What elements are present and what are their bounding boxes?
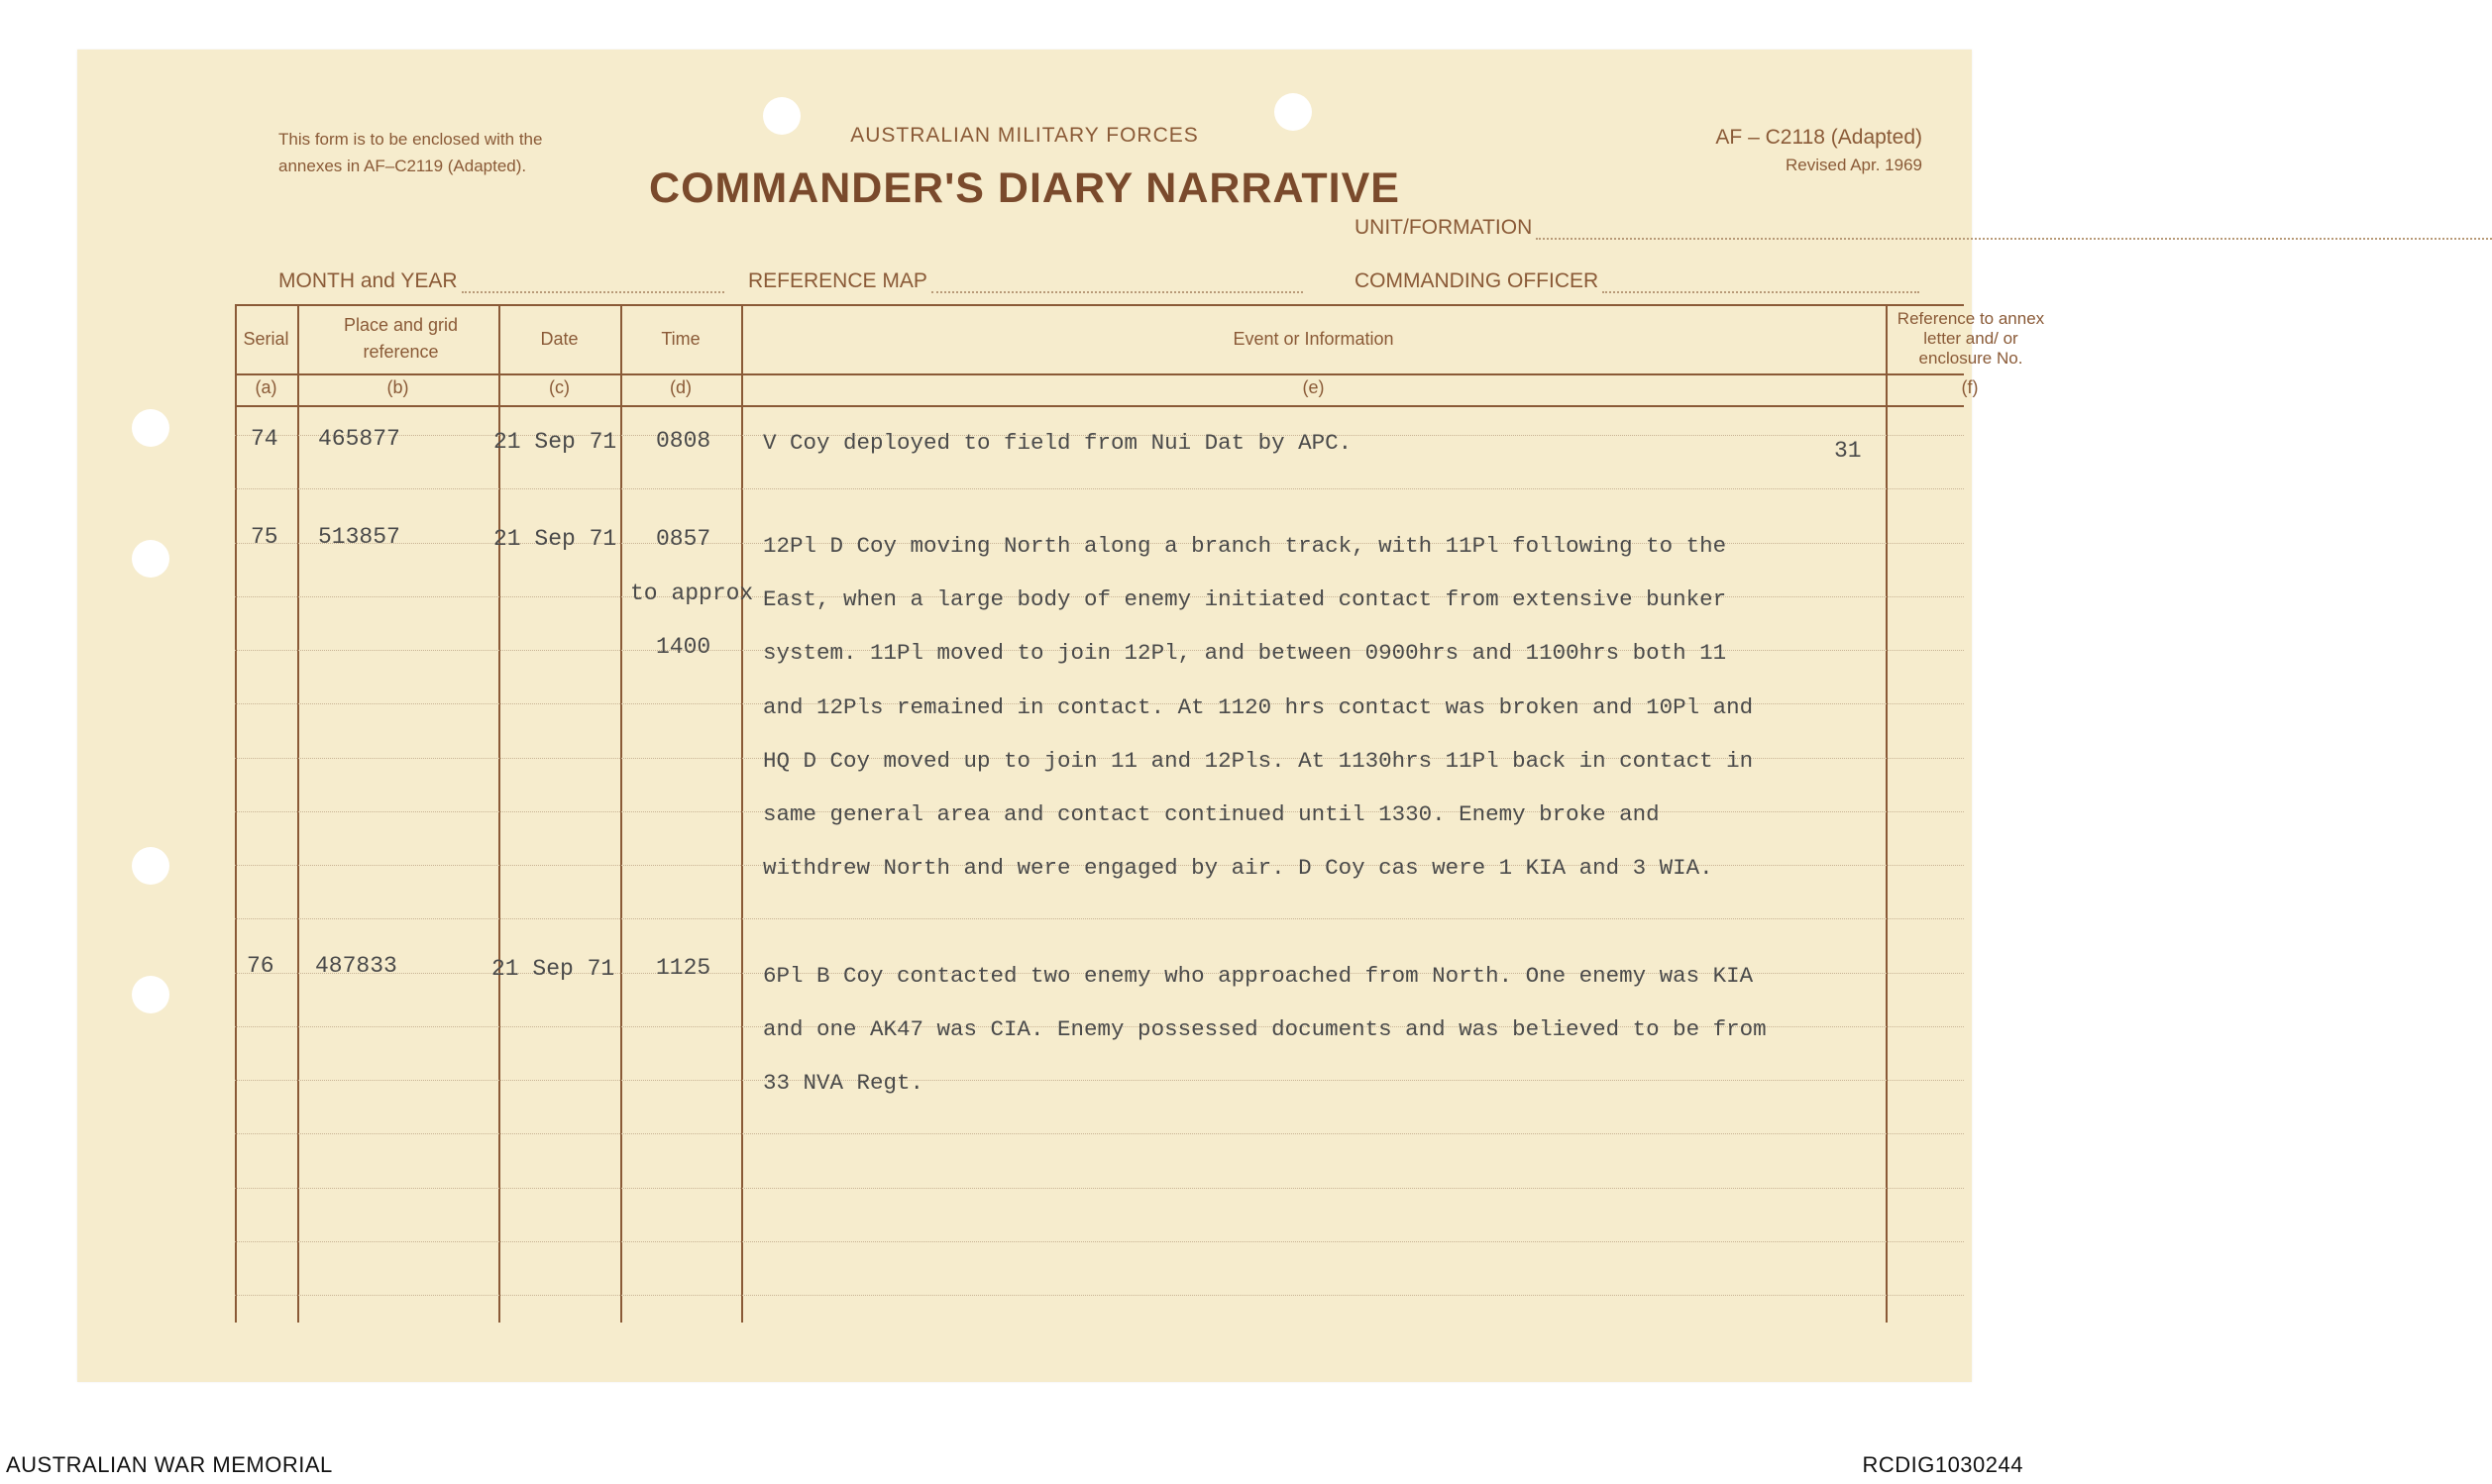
column-header-serial: Serial bbox=[243, 329, 289, 349]
entry-grid-reference: 465877 bbox=[318, 426, 400, 452]
row-rule bbox=[235, 1241, 1964, 1242]
column-header-reference: Reference to annex letter and/ or enclosure No. bbox=[1896, 309, 2045, 368]
event-line: HQ D Coy moved up to join 11 and 12Pls. At 1130hrs 11Pl back in contact in bbox=[763, 747, 1754, 774]
event-line: V Coy deployed to field from Nui Dat by APC. bbox=[763, 430, 1353, 456]
punch-hole bbox=[132, 540, 169, 578]
punch-hole bbox=[132, 847, 169, 885]
month-year-field bbox=[278, 269, 724, 293]
reference-map-label: REFERENCE MAP bbox=[748, 269, 927, 292]
unit-formation-label: UNIT/FORMATION bbox=[1354, 216, 1533, 239]
enclosure-note-line: This form is to be enclosed with the bbox=[278, 130, 543, 149]
unit-formation-line bbox=[1536, 218, 2492, 240]
column-letter: (f) bbox=[1961, 377, 1979, 397]
military-forces-heading: AUSTRALIAN MILITARY FORCES bbox=[850, 124, 1199, 147]
entry-time: 0808 bbox=[656, 428, 711, 454]
entry-serial: 74 bbox=[251, 426, 278, 452]
entry-grid-reference: 487833 bbox=[315, 953, 397, 979]
month-year-line bbox=[462, 271, 725, 293]
entry-date: 21 Sep 71 bbox=[493, 429, 617, 455]
entry-time: 0857 bbox=[656, 526, 711, 552]
event-line: same general area and contact continued until 1330. Enemy broke and bbox=[763, 801, 1660, 828]
revision-date: Revised Apr. 1969 bbox=[1786, 156, 1922, 174]
column-letter: (e) bbox=[1302, 377, 1325, 397]
entry-event-text bbox=[763, 949, 1803, 1111]
entry-serial: 75 bbox=[251, 524, 278, 550]
punch-hole bbox=[132, 976, 169, 1013]
reference-map-line bbox=[931, 271, 1303, 293]
column-line bbox=[741, 304, 743, 1323]
column-line bbox=[297, 304, 299, 1323]
reference-map-field bbox=[748, 269, 1303, 293]
column-header-date: Date bbox=[540, 329, 579, 349]
entry-event-text bbox=[763, 519, 1803, 895]
event-line: 33 NVA Regt. bbox=[763, 1070, 924, 1097]
archive-credit: AUSTRALIAN WAR MEMORIAL bbox=[6, 1452, 333, 1477]
entry-date: 21 Sep 71 bbox=[491, 956, 615, 982]
column-line bbox=[498, 304, 500, 1323]
column-letter: (d) bbox=[670, 377, 692, 397]
unit-formation-field bbox=[1354, 216, 2492, 240]
entry-time: 1400 bbox=[656, 634, 711, 660]
event-line: system. 11Pl moved to join 12Pl, and between 0900hrs and 1100hrs both 11 bbox=[763, 640, 1727, 667]
row-rule bbox=[235, 1188, 1964, 1189]
entry-annex-reference: 31 bbox=[1834, 438, 1862, 464]
month-year-label: MONTH and YEAR bbox=[278, 269, 458, 292]
row-rule bbox=[235, 1133, 1964, 1134]
column-header-time: Time bbox=[661, 329, 701, 349]
column-line bbox=[235, 304, 237, 1323]
subheader-divider bbox=[235, 405, 1964, 407]
form-number-block bbox=[1715, 124, 1922, 178]
punch-hole bbox=[132, 409, 169, 447]
column-letter: (b) bbox=[386, 377, 409, 397]
form-number: AF – C2118 (Adapted) bbox=[1715, 126, 1922, 149]
column-header-place: Place and grid reference bbox=[343, 315, 459, 362]
commanding-officer-field bbox=[1354, 269, 1919, 293]
entry-event-text bbox=[763, 416, 1803, 470]
event-line: withdrew North and were engaged by air. D Coy cas were 1 KIA and 3 WIA. bbox=[763, 855, 1713, 882]
entry-date: 21 Sep 71 bbox=[493, 526, 617, 552]
entry-serial: 76 bbox=[247, 953, 274, 979]
header-divider bbox=[235, 373, 1964, 375]
row-rule bbox=[235, 1295, 1964, 1296]
commanding-officer-label: COMMANDING OFFICER bbox=[1354, 269, 1599, 292]
column-header-event: Event or Information bbox=[1233, 329, 1394, 349]
event-line: 12Pl D Coy moving North along a branch track, with 11Pl following to the bbox=[763, 533, 1727, 559]
event-line: East, when a large body of enemy initiated contact from extensive bunker bbox=[763, 586, 1727, 613]
event-line: and one AK47 was CIA. Enemy possessed documents and was believed to be from bbox=[763, 1016, 1767, 1043]
column-letter: (a) bbox=[255, 377, 277, 397]
entry-time: 1125 bbox=[656, 955, 711, 981]
entry-grid-reference: 513857 bbox=[318, 524, 400, 550]
form-title: COMMANDER'S DIARY NARRATIVE bbox=[649, 164, 1400, 212]
commanding-officer-line bbox=[1602, 271, 1919, 293]
column-line bbox=[620, 304, 622, 1323]
column-letter: (c) bbox=[549, 377, 570, 397]
event-line: and 12Pls remained in contact. At 1120 hrs contact was broken and 10Pl and bbox=[763, 693, 1754, 720]
row-rule bbox=[235, 488, 1964, 489]
enclosure-note-line: annexes in AF–C2119 (Adapted). bbox=[278, 157, 527, 175]
column-line bbox=[1886, 304, 1888, 1323]
event-line: 6Pl B Coy contacted two enemy who approached from North. One enemy was KIA bbox=[763, 963, 1754, 989]
row-rule bbox=[235, 918, 1964, 919]
entry-time: to approx bbox=[630, 581, 754, 606]
archive-identifier: RCDIG1030244 bbox=[1862, 1452, 2023, 1477]
